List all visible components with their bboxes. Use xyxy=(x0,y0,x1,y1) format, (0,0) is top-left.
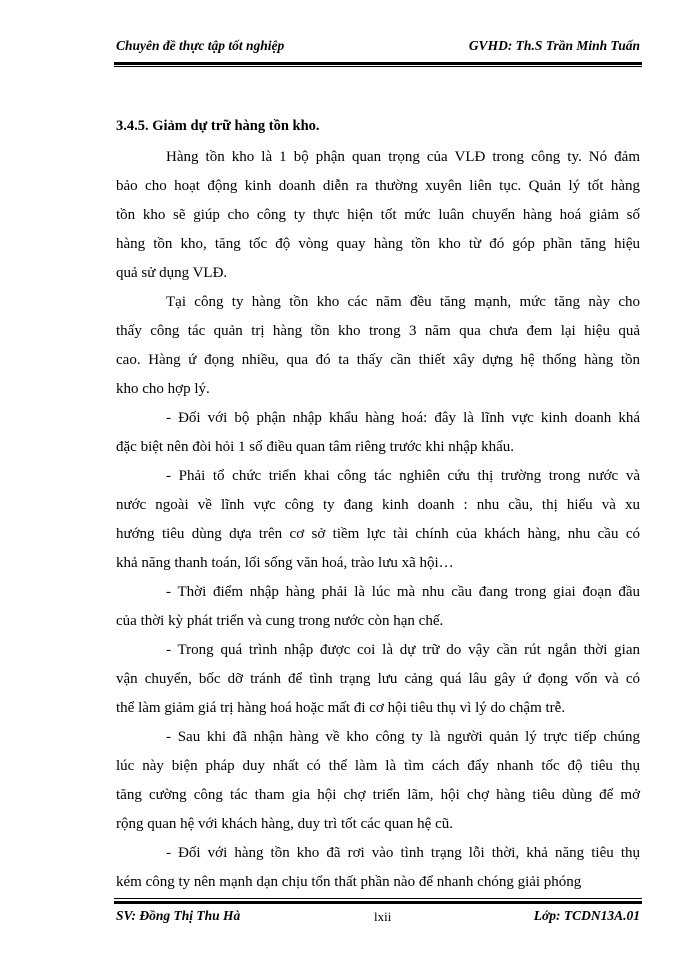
text-line: khả năng thanh toán, lối sống văn hoá, trào lưu xã hội… xyxy=(116,555,454,571)
paragraph xyxy=(116,723,640,839)
paragraph xyxy=(116,578,640,636)
text-line: quả sử dụng VLĐ. xyxy=(116,265,228,281)
text-line: kém công ty nên mạnh dạn chịu tổn thất phần nào để nhanh chóng giải phóng xyxy=(116,874,582,890)
paragraph xyxy=(116,288,640,404)
text-line: thấy công tác quản trị hàng tồn kho trong 3 năm qua chưa đem lại hiệu quả xyxy=(116,323,640,339)
text-line: đặc biệt nên đòi hỏi 1 số điều quan tâm riêng trước khi nhập khẩu. xyxy=(116,439,515,455)
footer-student: SV: Đồng Thị Thu Hà xyxy=(116,908,241,923)
text-line: cao. Hàng ứ đọng nhiều, qua đó ta thấy cần thiết xây dựng hệ thống hàng tồn xyxy=(116,352,640,368)
text-line: tồn kho sẽ giúp cho công ty thực hiện tốt mức luân chuyển hàng hoá giảm số xyxy=(116,207,640,223)
paragraph xyxy=(116,143,640,288)
paragraph xyxy=(116,839,640,897)
paragraph xyxy=(116,404,640,462)
paragraph-list xyxy=(116,143,640,897)
text-line: Hàng tồn kho là 1 bộ phận quan trọng của VLĐ trong công ty. Nó đảm xyxy=(166,149,640,165)
header-rule-thin xyxy=(114,66,642,67)
text-line: - Đối với hàng tồn kho đã rơi vào tình trạng lỗi thời, khả năng tiêu thụ xyxy=(166,845,640,861)
text-line: hàng tồn kho, tăng tốc độ vòng quay hàng tồn kho từ đó góp phần tăng hiệu xyxy=(116,236,640,252)
text-line: - Phải tổ chức triển khai công tác nghiên cứu thị trường trong nước và xyxy=(166,468,640,484)
page-body xyxy=(116,109,640,897)
text-line: hướng tiêu dùng dựa trên cơ sở tiềm lực tài chính của khách hàng, nhu cầu có xyxy=(116,526,640,542)
paragraph xyxy=(116,462,640,578)
header-rule-thick xyxy=(114,62,642,65)
text-line: Tại công ty hàng tồn kho các năm đều tăng mạnh, mức tăng này cho xyxy=(166,294,640,310)
text-line: tăng cường công tác tham gia hội chợ triển lãm, hội chợ hàng tiêu dùng để mở xyxy=(116,787,640,803)
text-line: - Thời điểm nhập hàng phải là lúc mà nhu cầu đang trong giai đoạn đầu xyxy=(166,584,640,600)
text-line: thể làm giảm giá trị hàng hoá hoặc mất đi cơ hội tiêu thụ vì lý do chậm trễ. xyxy=(116,700,566,716)
text-line: của thời kỳ phát triển và cung trong nước còn hạn chế. xyxy=(116,613,444,629)
header-supervisor: GVHD: Th.S Trần Minh Tuấn xyxy=(468,38,640,53)
footer-rule-thick xyxy=(114,901,642,904)
text-line: vận chuyển, bốc dỡ tránh để tình trạng lưu cảng quá lâu gây ứ đọng vốn và có xyxy=(116,671,640,687)
page-number: lxii xyxy=(374,909,392,924)
header-doc-title: Chuyên đề thực tập tốt nghiệp xyxy=(116,38,285,53)
text-line: nước ngoài về lĩnh vực công ty đang kinh doanh : nhu cầu, thị hiếu và xu xyxy=(116,497,640,513)
footer-class: Lớp: TCDN13A.01 xyxy=(533,908,640,923)
text-line: bảo cho hoạt động kinh doanh diễn ra thường xuyên liên tục. Quản lý tốt hàng xyxy=(116,178,640,194)
text-line: - Trong quá trình nhập được coi là dự trữ do vậy cần rút ngắn thời gian xyxy=(166,642,640,658)
text-line: rộng quan hệ với khách hàng, duy trì tốt các quan hệ cũ. xyxy=(116,816,453,832)
paragraph xyxy=(116,636,640,723)
text-line: kho cho hợp lý. xyxy=(116,381,210,397)
footer-rule-thin xyxy=(114,898,642,899)
page-footer xyxy=(116,906,640,926)
text-line: lúc này biện pháp duy nhất có thể làm là tìm cách đẩy nhanh tốc độ tiêu thụ xyxy=(116,758,640,774)
page-header xyxy=(116,34,640,58)
text-line: - Sau khi đã nhận hàng về kho công ty là người quản lý trực tiếp chúng xyxy=(166,729,640,745)
section-heading: 3.4.5. Giảm dự trữ hàng tồn kho. xyxy=(116,118,320,134)
text-line: - Đối với bộ phận nhập khẩu hàng hoá: đây là lĩnh vực kinh doanh khá xyxy=(166,410,640,426)
